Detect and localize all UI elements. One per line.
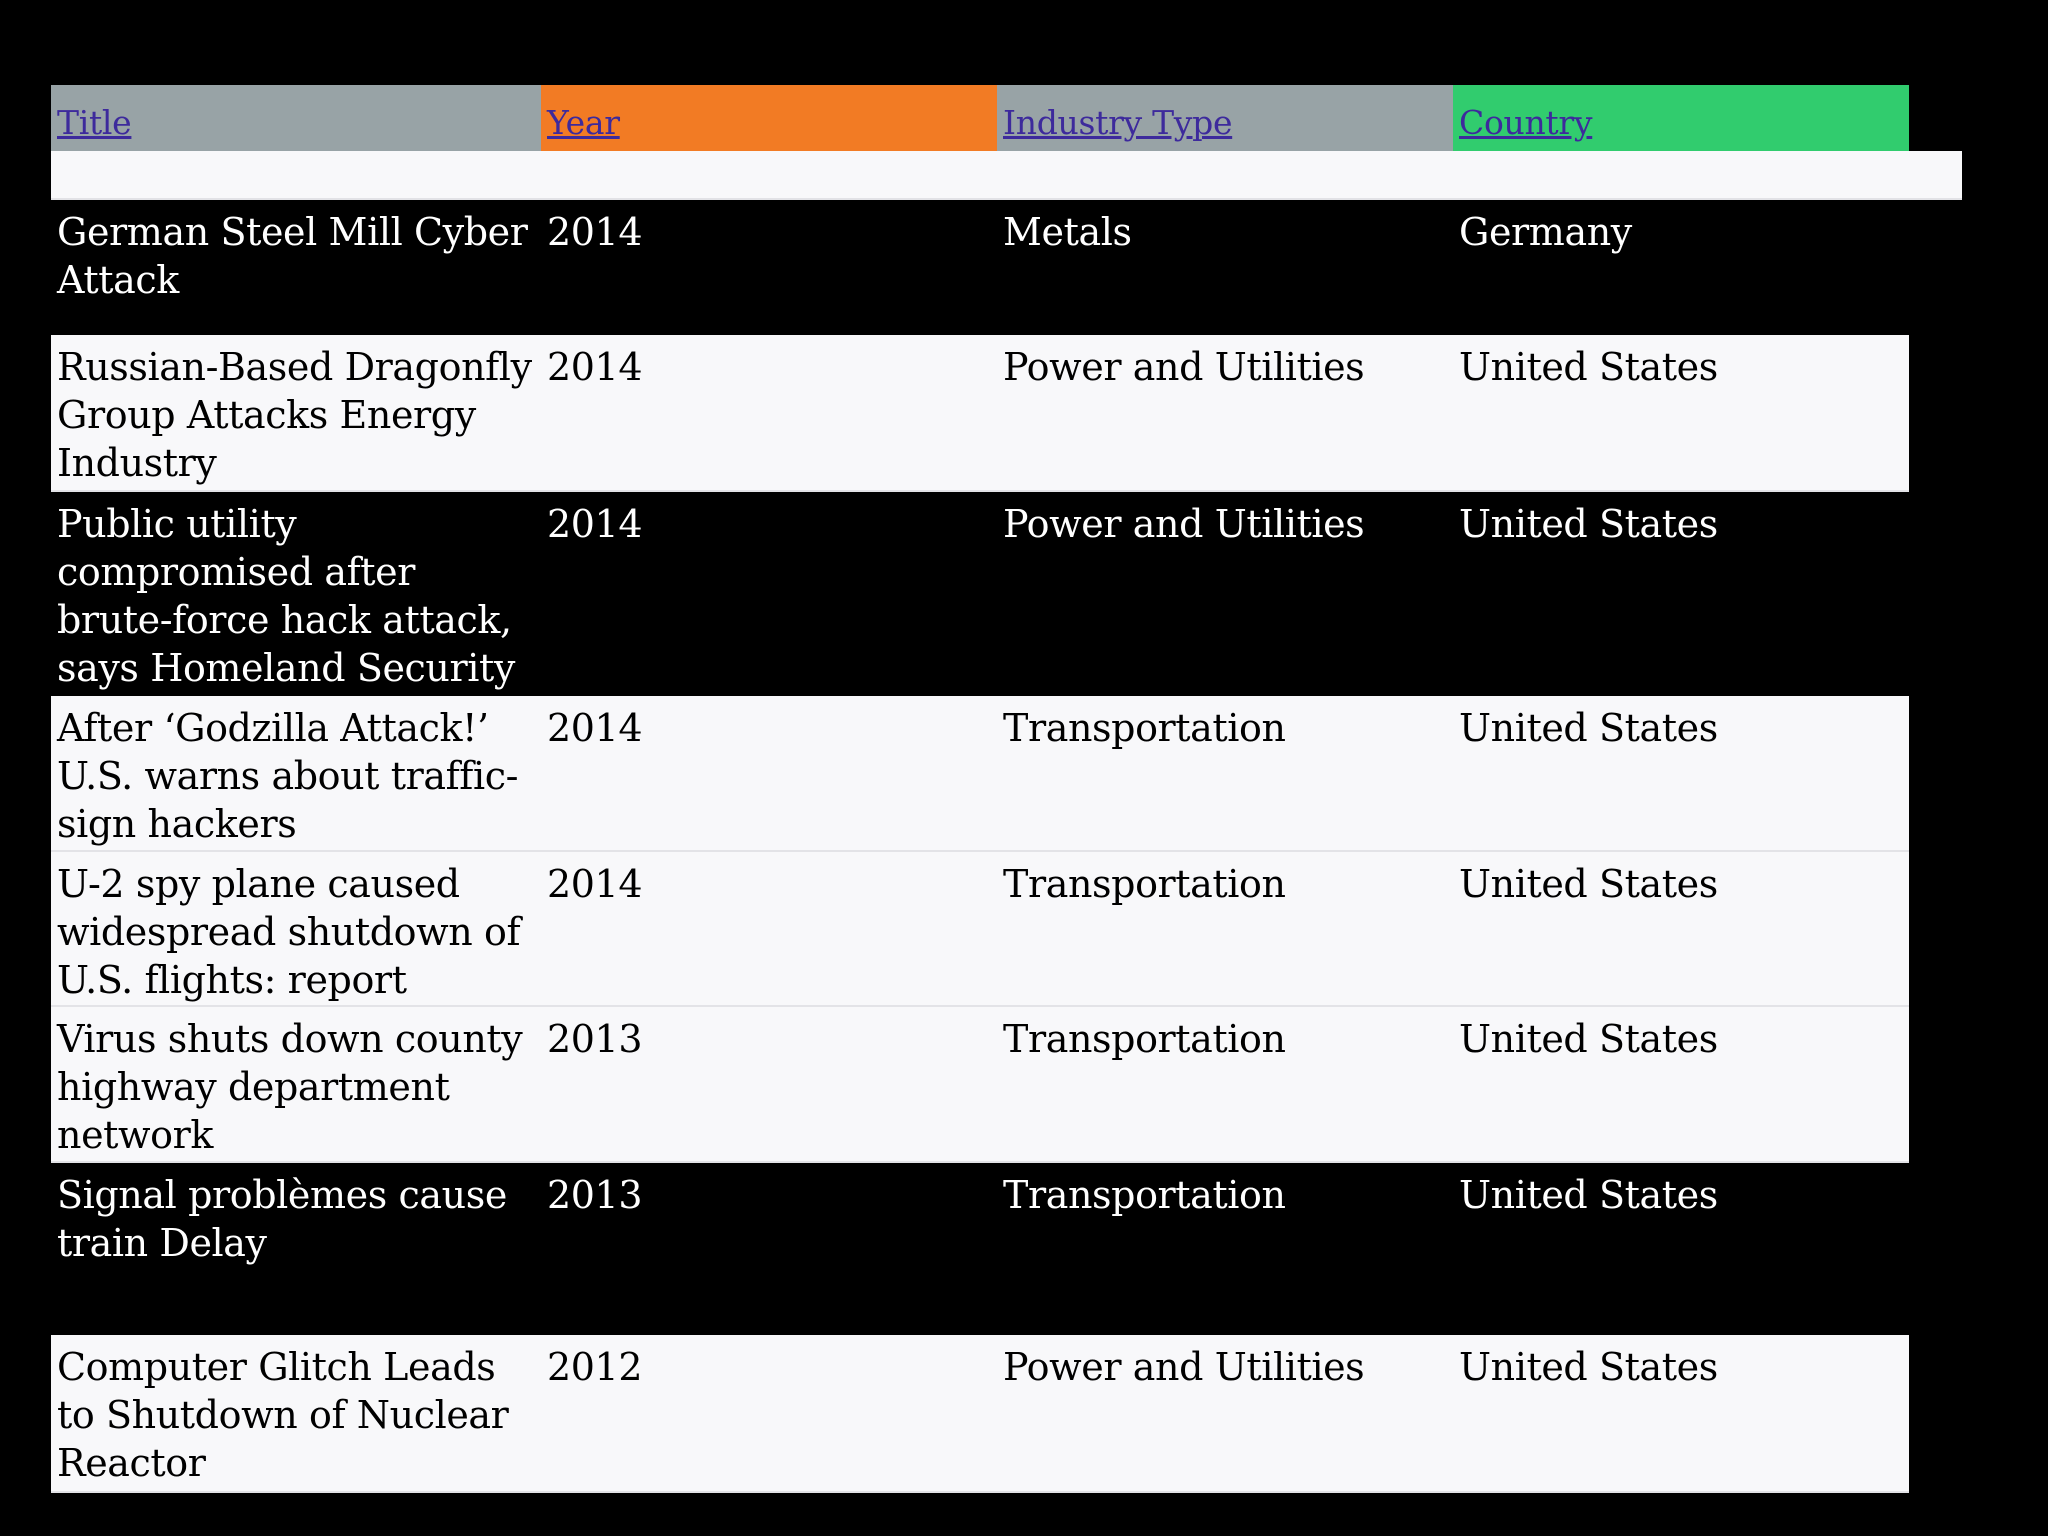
incidents-table bbox=[51, 85, 1909, 1493]
cell-year: 2014 bbox=[547, 862, 643, 906]
table-row[interactable] bbox=[51, 1163, 1909, 1335]
cell-industry-type: Transportation bbox=[1003, 1017, 1286, 1061]
column-header-year[interactable] bbox=[541, 85, 997, 151]
table-row[interactable] bbox=[51, 1007, 1909, 1163]
cell-title: Computer Glitch Leads to Shutdown of Nuclear Reactor bbox=[57, 1345, 509, 1485]
sort-link-country[interactable]: Country bbox=[1459, 103, 1593, 142]
cell-year: 2013 bbox=[547, 1173, 643, 1217]
cell-country: United States bbox=[1459, 1345, 1718, 1389]
sort-link-title[interactable]: Title bbox=[57, 103, 132, 142]
cell-title: After ‘Godzilla Attack!’ U.S. warns about traffic-sign hackers bbox=[57, 706, 519, 846]
sort-link-industry-type[interactable]: Industry Type bbox=[1003, 103, 1233, 142]
cell-industry-type: Transportation bbox=[1003, 706, 1286, 750]
cell-country: United States bbox=[1459, 706, 1718, 750]
cell-title: Public utility compromised after brute-force hack attack, says Homeland Security bbox=[57, 502, 515, 690]
cell-title: Virus shuts down county highway department network bbox=[57, 1017, 523, 1157]
table-row[interactable] bbox=[51, 852, 1909, 1007]
cell-country: United States bbox=[1459, 862, 1718, 906]
cell-country: United States bbox=[1459, 502, 1718, 546]
column-header-country[interactable] bbox=[1453, 85, 1909, 151]
table-row[interactable] bbox=[51, 492, 1909, 696]
cell-industry-type: Power and Utilities bbox=[1003, 345, 1365, 389]
table-header-row bbox=[51, 85, 1909, 151]
table-row[interactable] bbox=[51, 335, 1909, 492]
cell-year: 2014 bbox=[547, 210, 643, 254]
column-header-title[interactable] bbox=[51, 85, 541, 151]
cell-title: U-2 spy plane caused widespread shutdown of U.S. flights: report bbox=[57, 862, 521, 1002]
sort-link-year[interactable]: Year bbox=[547, 103, 620, 142]
cell-year: 2012 bbox=[547, 1345, 643, 1389]
cell-country: United States bbox=[1459, 1173, 1718, 1217]
cell-industry-type: Power and Utilities bbox=[1003, 1345, 1365, 1389]
cell-country: United States bbox=[1459, 1017, 1718, 1061]
column-header-industry-type[interactable] bbox=[997, 85, 1453, 151]
cell-title: German Steel Mill Cyber Attack bbox=[57, 210, 528, 302]
cell-industry-type: Metals bbox=[1003, 210, 1132, 254]
cell-industry-type: Power and Utilities bbox=[1003, 502, 1365, 546]
cell-title: Signal problèmes cause train Delay bbox=[57, 1173, 507, 1265]
table-row[interactable] bbox=[51, 696, 1909, 852]
table-row[interactable] bbox=[51, 200, 1909, 335]
cell-title: Russian-Based Dragonfly Group Attacks Energy Industry bbox=[57, 345, 532, 485]
cell-year: 2014 bbox=[547, 502, 643, 546]
cell-country: Germany bbox=[1459, 210, 1632, 254]
cell-year: 2014 bbox=[547, 706, 643, 750]
cell-country: United States bbox=[1459, 345, 1718, 389]
cell-year: 2013 bbox=[547, 1017, 643, 1061]
table-row[interactable] bbox=[51, 1335, 1909, 1493]
cell-industry-type: Transportation bbox=[1003, 1173, 1286, 1217]
filter-bar[interactable] bbox=[51, 151, 1962, 200]
cell-year: 2014 bbox=[547, 345, 643, 389]
cell-industry-type: Transportation bbox=[1003, 862, 1286, 906]
